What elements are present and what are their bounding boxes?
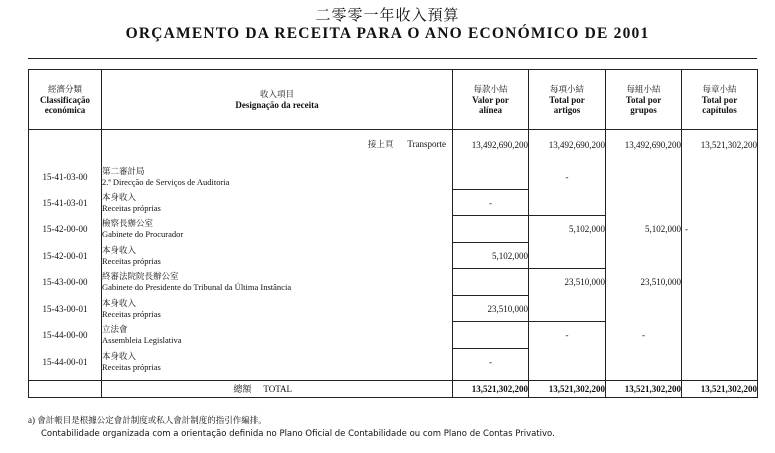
row-alinea: - xyxy=(453,190,529,216)
total-alinea: 13,521,302,200 xyxy=(453,381,529,398)
row-desc-zh: 立法會 xyxy=(102,325,128,335)
row-desc-pt: Gabinete do Presidente do Tribunal da Última Instância xyxy=(102,282,292,292)
table-row xyxy=(29,296,758,322)
row-desc-zh: 檢察長辦公室 xyxy=(102,219,154,229)
header-total-capitulos: 每章小結 Total por capítulos xyxy=(682,70,758,130)
table-row xyxy=(29,349,758,375)
transport-grupos: 13,492,690,200 xyxy=(606,138,682,152)
total-grupos: 13,521,302,200 xyxy=(606,381,682,398)
row-code: 15-43-00-00 xyxy=(29,269,102,296)
row-artigos: 5,102,000 xyxy=(529,216,606,243)
total-label-pt: TOTAL xyxy=(263,383,292,394)
row-code: 15-43-00-01 xyxy=(29,296,102,322)
table-row xyxy=(29,243,758,269)
row-desc-pt: Receitas próprias xyxy=(102,255,161,266)
header-classification: 經濟分類 Classificação económica xyxy=(29,70,102,130)
row-desc-pt: 2.ª Direcção de Serviços de Auditoria xyxy=(102,176,230,187)
title-divider xyxy=(28,58,757,59)
row-code: 15-44-00-01 xyxy=(29,349,102,375)
table-row xyxy=(29,190,758,216)
footnote xyxy=(28,414,555,441)
row-artigos: 23,510,000 xyxy=(529,269,606,296)
total-artigos: 13,521,302,200 xyxy=(529,381,606,398)
row-desc-pt: Gabinete do Procurador xyxy=(102,229,184,239)
row-desc-pt: Receitas próprias xyxy=(102,308,161,319)
row-code: 15-44-00-00 xyxy=(29,322,102,349)
budget-table xyxy=(28,69,758,398)
header-value-alinea: 每款小結 Valor por alínea xyxy=(453,70,529,130)
footnote-marker: a) xyxy=(28,415,35,425)
row-desc-zh: 第二審計局 xyxy=(102,166,145,177)
header-total-artigos: 每項小結 Total por artigos xyxy=(529,70,606,130)
transport-capitulos: 13,521,302,200 xyxy=(682,138,758,152)
row-desc-zh: 本身收入 xyxy=(102,245,137,256)
row-desc-zh: 本身收入 xyxy=(102,298,137,309)
table-header-row xyxy=(29,70,758,130)
page-title-portuguese: ORÇAMENTO DA RECEITA PARA O ANO ECONÓMICO DE 2001 xyxy=(125,25,650,42)
row-alinea: - xyxy=(453,349,529,375)
row-desc-zh: 本身收入 xyxy=(102,351,137,362)
transport-label-pt: Transporte xyxy=(407,139,446,149)
row-artigos: - xyxy=(529,164,606,190)
transport-alinea: 13,492,690,200 xyxy=(453,138,529,152)
table-row xyxy=(29,269,758,296)
row-code: 15-41-03-00 xyxy=(29,164,102,190)
transport-row xyxy=(29,138,758,152)
row-code: 15-42-00-01 xyxy=(29,243,102,269)
row-desc-pt: Assembleia Legislativa xyxy=(102,335,182,345)
footnote-zh: 會計帳目是根據公定會計制度或私人會計制度的指引作編排。 xyxy=(37,416,267,426)
row-grupos: - xyxy=(606,322,682,349)
row-alinea: 23,510,000 xyxy=(453,296,529,322)
transport-artigos: 13,492,690,200 xyxy=(529,138,606,152)
row-desc-zh: 本身收入 xyxy=(102,192,137,203)
total-capitulos: 13,521,302,200 xyxy=(682,381,758,398)
row-code: 15-41-03-01 xyxy=(29,190,102,216)
total-row xyxy=(29,381,758,398)
row-desc-pt: Receitas próprias xyxy=(102,202,161,213)
row-code: 15-42-00-00 xyxy=(29,216,102,243)
row-grupos: 5,102,000 xyxy=(606,216,682,243)
table-row xyxy=(29,322,758,349)
row-capitulos: - xyxy=(682,216,758,243)
row-alinea: 5,102,000 xyxy=(453,243,529,269)
row-grupos: 23,510,000 xyxy=(606,269,682,296)
transport-label-zh: 接上頁 xyxy=(367,140,394,150)
row-desc-pt: Receitas próprias xyxy=(102,361,161,372)
footnote-pt: Contabilidade organizada com a orientação definida no Plano Oficial de Contabilidade ou com Plano de Contas Privativo. xyxy=(41,429,555,439)
page-title-chinese: 二零零一年收入預算 xyxy=(315,6,460,24)
total-label-zh: 總額 xyxy=(233,384,252,395)
row-desc-zh: 終審法院院長辦公室 xyxy=(102,272,179,282)
header-total-grupos: 每組小結 Total por grupos xyxy=(606,70,682,130)
table-row xyxy=(29,164,758,190)
row-artigos: - xyxy=(529,322,606,349)
table-row xyxy=(29,216,758,243)
header-designation: 收入項目 Designação da receita xyxy=(102,70,453,130)
